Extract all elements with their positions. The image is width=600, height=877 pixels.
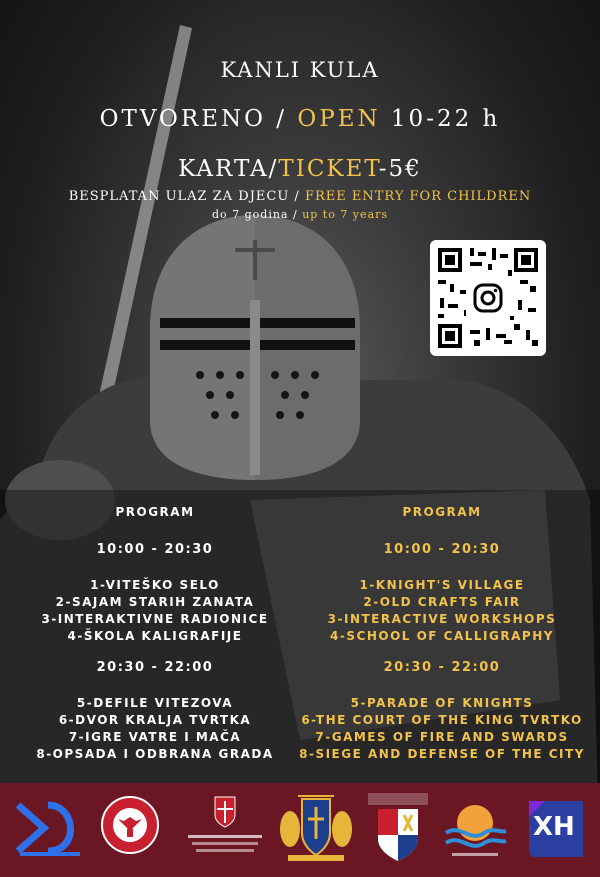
age-en-text: up to 7 years: [302, 208, 389, 221]
program-en-time-2: 20:30 - 22:00: [383, 660, 501, 675]
program-local-list-1: [10, 577, 300, 645]
free-entry-line: [0, 189, 600, 204]
program-local-list-2: [10, 695, 300, 763]
program-local-item: 3-INTERAKTIVNE RADIONICE: [41, 612, 269, 626]
program-en-column: [297, 505, 587, 763]
st-stephen-crest-logo: [364, 791, 432, 867]
program-en-item: 8-SIEGE AND DEFENSE OF THE CITY: [299, 747, 585, 761]
program-local-item: 6-DVOR KRALJA TVRTKA: [58, 713, 252, 727]
program-local-item: 8-OPSADA I ODBRANA GRADA: [36, 747, 274, 761]
opening-hours: [0, 106, 600, 132]
ticket-local-label: KARTA/: [178, 156, 279, 182]
program-local-time-2: 20:30 - 22:00: [96, 660, 214, 675]
program-local-item: 1-VITEŠKO SELO: [90, 578, 220, 592]
eagle-seal-logo: [100, 795, 160, 855]
sponsor-footer: [0, 783, 600, 877]
sun-wave-logo: [440, 793, 510, 865]
program-local-time-1: 10:00 - 20:30: [96, 542, 214, 557]
program-en-item: 7-GAMES OF FIRE AND SWARDS: [315, 730, 569, 744]
hours-en-label: OPEN: [297, 106, 381, 132]
program-en-list-1: [297, 577, 587, 645]
ticket-price: [0, 156, 600, 182]
instagram-icon: [473, 283, 503, 313]
program-local-item: 5-DEFILE VITEZOVA: [76, 696, 234, 710]
hours-local-label: OTVORENO /: [99, 106, 288, 132]
program-en-heading: PROGRAM: [402, 505, 482, 519]
program-en-item: 3-INTERACTIVE WORKSHOPS: [327, 612, 557, 626]
lions-crest-logo: [278, 789, 354, 867]
instagram-qr-code[interactable]: [430, 240, 546, 356]
program-en-item: 1-KNIGHT'S VILLAGE: [359, 578, 525, 592]
ticket-price-value: -5€: [378, 156, 422, 182]
program-en-item: 5-PARADE OF KNIGHTS: [350, 696, 534, 710]
program-en-item: 6-THE COURT OF THE KING TVRTKO: [301, 713, 583, 727]
event-title: KANLI KULA: [220, 58, 380, 82]
xh-logo-text: XH: [533, 812, 575, 842]
program-local-item: 2-SAJAM STARIH ZANATA: [55, 595, 255, 609]
program-en-item: 2-OLD CRAFTS FAIR: [363, 595, 521, 609]
xd-logo: [14, 797, 86, 859]
program-en-item: 4-SCHOOL OF CALLIGRAPHY: [330, 629, 554, 643]
program-en-time-1: 10:00 - 20:30: [383, 542, 501, 557]
program-local-item: 4-ŠKOLA KALIGRAFIJE: [67, 629, 243, 643]
ticket-en-label: TICKET: [278, 156, 379, 182]
hours-time: 10-22 h: [390, 106, 501, 132]
program-local-column: [10, 505, 300, 763]
age-limit-line: [0, 208, 600, 221]
age-local-text: do 7 godina /: [211, 208, 298, 221]
program-local-item: 7-IGRE VATRE I MAČA: [68, 730, 242, 744]
serbia-coat-logo: [180, 793, 270, 863]
program-en-list-2: [297, 695, 587, 763]
free-local-text: BESPLATAN ULAZ ZA DJECU /: [68, 189, 300, 204]
program-local-heading: PROGRAM: [115, 505, 195, 519]
free-en-text: FREE ENTRY FOR CHILDREN: [304, 189, 532, 204]
